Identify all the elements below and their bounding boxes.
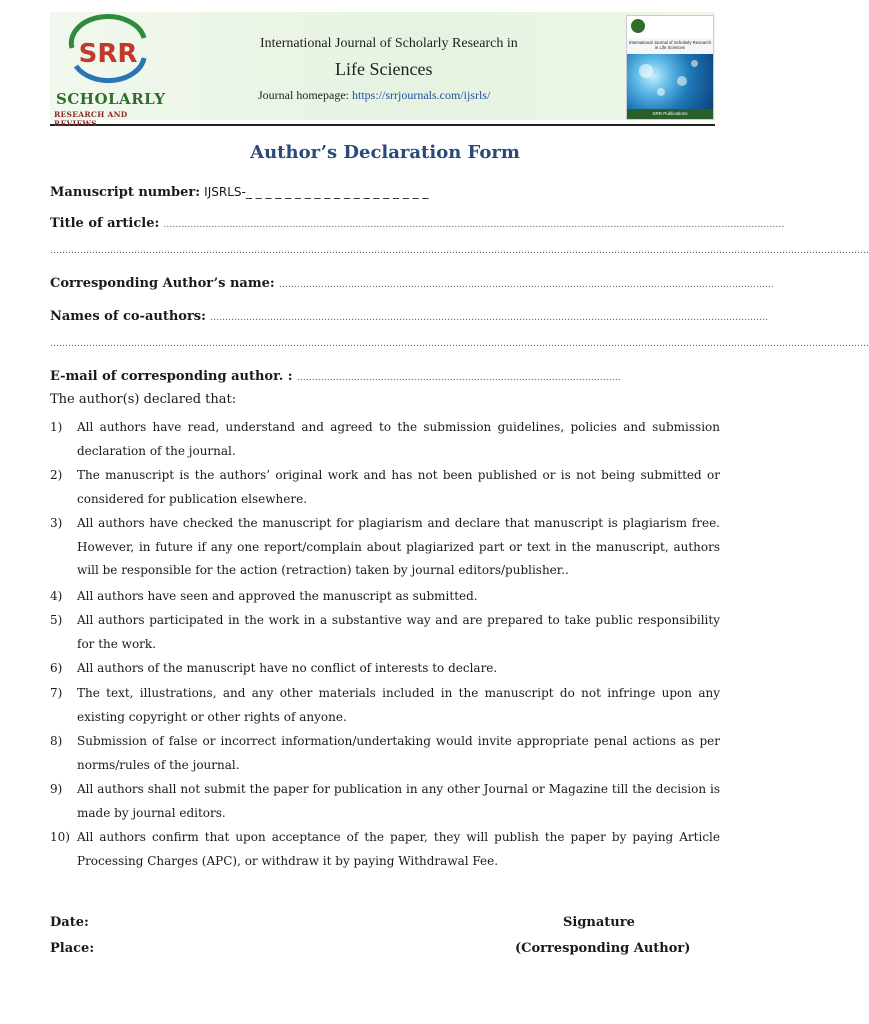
- corresponding-author-blank[interactable]: …………………………………………………………………………………………………………………………………………………: [278, 280, 774, 290]
- journal-cover-thumbnail: [626, 15, 714, 120]
- declaration-number: 7): [50, 686, 63, 700]
- manuscript-number-value[interactable]: IJSRLS-_ _ _ _ _ _ _ _ _ _ _ _ _ _ _ _ _ _ _: [204, 185, 429, 199]
- declaration-item: [50, 730, 720, 777]
- declaration-text: All authors have checked the manuscript for plagiarism and declare that manuscript is plagiarism free. However, in future if any one report/complain about plagiarized part or text in the manuscript, authors will be responsible for the action (retraction) taken by journal editors/publisher..: [77, 516, 720, 577]
- date-label: Date:: [50, 915, 89, 930]
- cover-header: [627, 16, 713, 38]
- declaration-item: [50, 657, 720, 681]
- signature-label: Signature: [563, 915, 635, 930]
- article-title-field: [50, 216, 785, 231]
- declaration-text: The text, illustrations, and any other materials included in the manuscript do not infringe upon any existing copyright or other rights of anyone.: [77, 686, 720, 724]
- article-title-blank[interactable]: ………………………………………………………………………………………………………………………………………………………………………………………: [163, 220, 785, 230]
- declaration-text: All authors have seen and approved the manuscript as submitted.: [77, 589, 478, 603]
- declaration-number: 1): [50, 420, 63, 434]
- manuscript-number-label: Manuscript number:: [50, 185, 201, 200]
- declaration-item: [50, 585, 720, 609]
- homepage-link[interactable]: https://srrjournals.com/ijsrls/: [351, 88, 491, 102]
- journal-header: [50, 12, 715, 126]
- cover-badge-icon: [631, 19, 645, 33]
- co-authors-field: [50, 309, 769, 324]
- corresponding-author-label: Corresponding Author’s name:: [50, 276, 275, 291]
- article-title-label: Title of article:: [50, 216, 160, 231]
- article-title-blank-line2[interactable]: …………………………………………………………………………………………………………………………………………………………………………………………………………………………………………………: [50, 246, 869, 256]
- declaration-item: [50, 826, 720, 873]
- declaration-text: All authors shall not submit the paper for publication in any other Journal or Magazine till the decision is made by journal editors.: [77, 782, 720, 820]
- corresponding-author-field: [50, 276, 774, 291]
- declaration-number: 4): [50, 589, 63, 603]
- declaration-text: All authors confirm that upon acceptance of the paper, they will publish the paper by paying Article Processing Charges (APC), or withdraw it by paying Withdrawal Fee.: [77, 830, 720, 868]
- journal-name-line1: International Journal of Scholarly Research in: [260, 36, 518, 51]
- logo-subtitle: RESEARCH AND REVIEWS: [54, 110, 128, 128]
- co-authors-blank[interactable]: ……………………………………………………………………………………………………………………………………………………………………: [210, 313, 769, 323]
- manuscript-number-field: [50, 185, 429, 200]
- email-blank[interactable]: ………………………………………………………………………………………………: [296, 373, 621, 383]
- declaration-item: [50, 609, 720, 656]
- signature-role-label: (Corresponding Author): [515, 941, 691, 956]
- declaration-item: [50, 416, 720, 463]
- form-title: Author’s Declaration Form: [250, 142, 520, 163]
- declaration-text: All authors have read, understand and agreed to the submission guidelines, policies and submission declaration of the journal.: [77, 420, 720, 458]
- co-authors-label: Names of co-authors:: [50, 309, 206, 324]
- journal-homepage: [258, 88, 490, 103]
- declaration-item: [50, 464, 720, 511]
- declaration-text: Submission of false or incorrect information/undertaking would invite appropriate penal actions as per norms/rules of the journal.: [77, 734, 720, 772]
- declaration-number: 6): [50, 661, 63, 675]
- declaration-text: The manuscript is the authors’ original work and has not been published or is not being submitted or considered for publication elsewhere.: [77, 468, 720, 506]
- declaration-item: [50, 512, 720, 583]
- homepage-label: Journal homepage:: [258, 88, 349, 102]
- declaration-number: 10): [50, 830, 70, 844]
- cover-footer: SRR Publications: [627, 109, 713, 119]
- email-label: E-mail of corresponding author. :: [50, 369, 293, 384]
- place-label: Place:: [50, 941, 95, 956]
- logo-name: SCHOLARLY: [56, 90, 166, 108]
- declaration-number: 3): [50, 516, 63, 530]
- declaration-text: All authors of the manuscript have no conflict of interests to declare.: [77, 661, 498, 675]
- declaration-text: All authors participated in the work in a substantive way and are prepared to take public responsibility for the work.: [77, 613, 720, 651]
- declaration-number: 8): [50, 734, 63, 748]
- co-authors-blank-line2[interactable]: …………………………………………………………………………………………………………………………………………………………………………………………………………………………………………………: [50, 339, 869, 349]
- declaration-item: [50, 778, 720, 825]
- srr-logo-mark-icon: [58, 18, 158, 84]
- journal-name-line2: Life Sciences: [335, 59, 433, 79]
- email-field: [50, 369, 621, 384]
- cover-title: International Journal of Scholarly Research in Life Sciences: [628, 40, 712, 50]
- logo-mark-text: SRR: [78, 39, 138, 69]
- declaration-number: 5): [50, 613, 63, 627]
- cover-image: [627, 54, 713, 109]
- declaration-number: 2): [50, 468, 63, 482]
- declaration-number: 9): [50, 782, 63, 796]
- srr-logo: [52, 18, 166, 128]
- declaration-item: [50, 682, 720, 729]
- declaration-intro: The author(s) declared that:: [50, 392, 237, 407]
